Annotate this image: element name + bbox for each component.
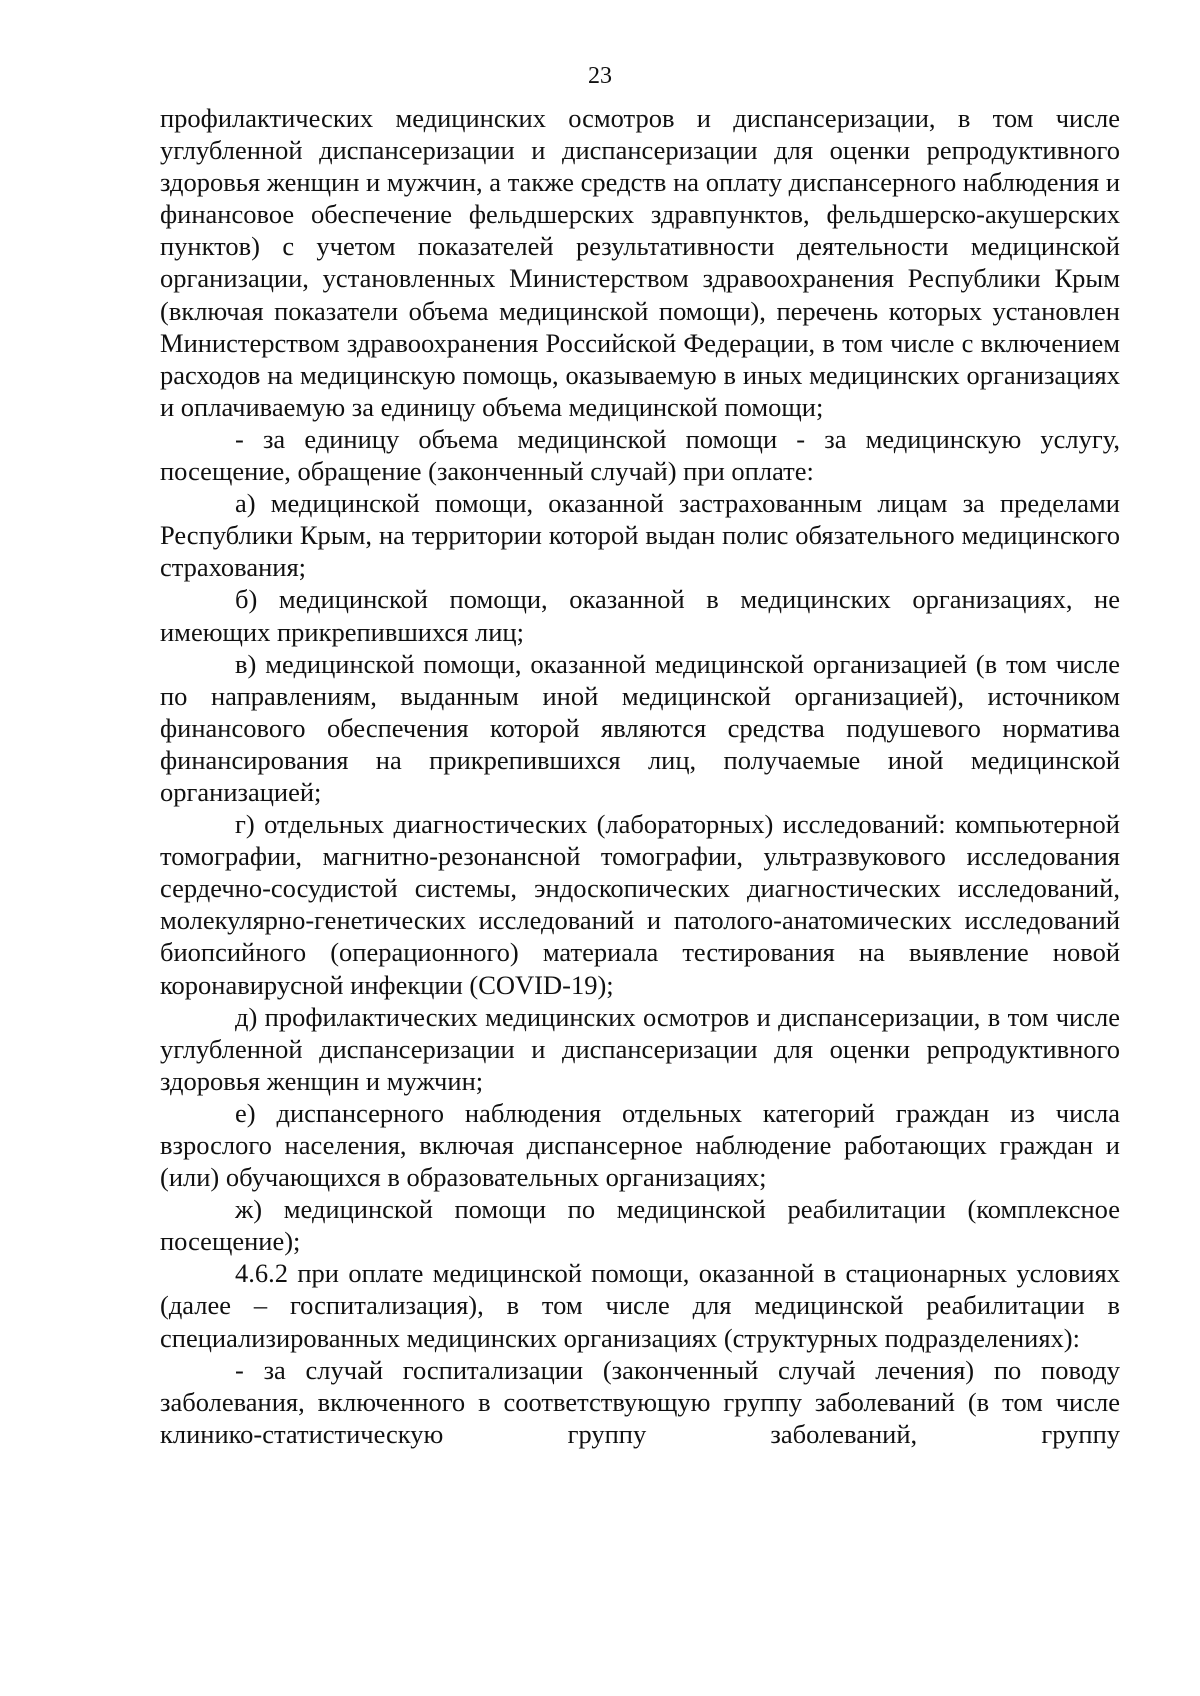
paragraph: б) медицинской помощи, оказанной в медицинских организациях, не имеющих прикрепившихся лиц; <box>160 584 1120 647</box>
paragraph: - за случай госпитализации (законченный случай лечения) по поводу заболевания, включенного в соответствующую группу заболеваний (в том числе клинико-статистическую группу заболеваний, группу <box>160 1354 1120 1449</box>
paragraph: г) отдельных диагностических (лабораторных) исследований: компьютерной томографии, магнитно-резонансной томографии, ультразвукового исследования сердечно-сосудистой системы, эндоскопических диагностических исследований, молекулярно-генетических исследований и патолого-анатомических исследований биопсийного (операционного) материала тестирования на выявление новой коронавирусной инфекции (COVID-19); <box>160 809 1120 1000</box>
paragraph: д) профилактических медицинских осмотров и диспансеризации, в том числе углубленной диспансеризации и диспансеризации для оценки репродуктивного здоровья женщин и мужчин; <box>160 1001 1120 1096</box>
paragraph: 4.6.2 при оплате медицинской помощи, оказанной в стационарных условиях (далее – госпитализация), в том числе для медицинской реабилитации в специализированных медицинских организациях (структурных подразделениях): <box>160 1258 1120 1353</box>
page-number: 23 <box>588 63 612 89</box>
paragraph: - за единицу объема медицинской помощи - за медицинскую услугу, посещение, обращение (законченный случай) при оплате: <box>160 423 1120 487</box>
paragraph: е) диспансерного наблюдения отдельных категорий граждан из числа взрослого населения, включая диспансерное наблюдение работающих граждан и (или) обучающихся в образовательных организациях; <box>160 1097 1120 1193</box>
paragraph: профилактических медицинских осмотров и диспансеризации, в том числе углубленной диспансеризации и диспансеризации для оценки репродуктивного здоровья женщин и мужчин, а также средств на оплату диспансерного наблюдения и финансовое обеспечение фельдшерских здравпунктов, фельдшерско-акушерских пунктов) с учетом показателей результативности деятельности медицинской организации, установленных Министерством здравоохранения Республики Крым (включая показатели объема медицинской помощи), перечень которых установлен Министерством здравоохранения Российской Федерации, в том числе с включением расходов на медицинскую помощь, оказываемую в иных медицинских организациях и оплачиваемую за единицу объема медицинской помощи; <box>160 103 1120 422</box>
paragraph: ж) медицинской помощи по медицинской реабилитации (комплексное посещение); <box>160 1194 1120 1257</box>
document-body <box>160 102 1120 1450</box>
paragraph: а) медицинской помощи, оказанной застрахованным лицам за пределами Республики Крым, на территории которой выдан полис обязательного медицинского страхования; <box>160 488 1120 583</box>
paragraph: в) медицинской помощи, оказанной медицинской организацией (в том числе по направлениям, выданным иной медицинской организацией), источником финансового обеспечения которой являются средства подушевого норматива финансирования на прикрепившихся лиц, получаемые иной медицинской организацией; <box>160 648 1120 807</box>
